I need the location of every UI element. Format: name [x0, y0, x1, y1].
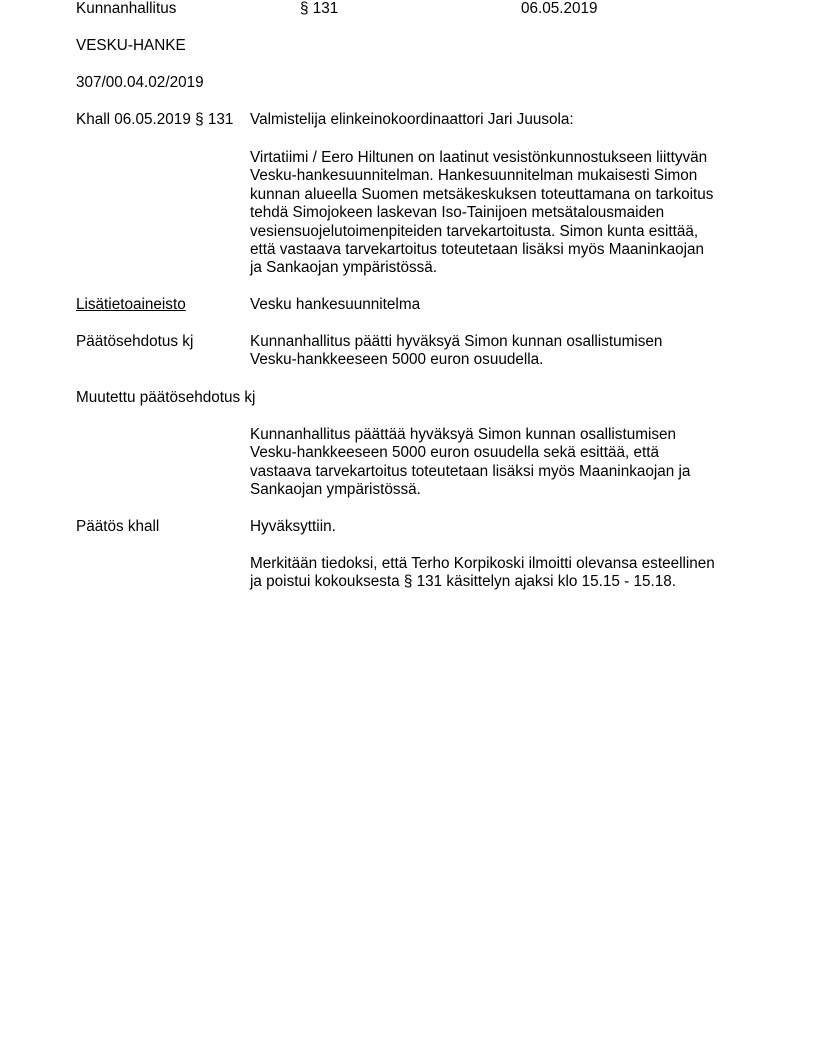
text-line: tehdä Simojokeen laskevan Iso-Tainijoen metsätalousmaiden [250, 204, 665, 222]
text-line: Vesku-hankesuunnitelman. Hankesuunnitelman mukaisesti Simon [250, 167, 698, 185]
text-line: vastaava tarvekartoitus toteutetaan lisäksi myös Maaninkaojan ja [250, 462, 691, 480]
text-line: Kunnanhallitus päätti hyväksyä Simon kunnan osallistumisen [250, 333, 663, 350]
text-line: että vastaava tarvekartoitus toteutetaan lisäksi myös Maaninkaojan [250, 241, 705, 259]
header-body: Kunnanhallitus [76, 0, 177, 17]
text-line: vesiensuojelutoimenpiteiden tarvekartoitusta. Simon kunta esittää, [250, 222, 699, 240]
record-number: 307/00.04.02/2019 [76, 74, 204, 91]
text-line: Vesku-hankkeeseen 5000 euron osuudella sekä esittää, että [250, 444, 660, 462]
preparer: Valmistelija elinkeinokoordinaattori Jari Juusola: [250, 111, 574, 128]
additional-material-value: Vesku hankesuunnitelma [250, 296, 421, 313]
text-line: Vesku-hankkeeseen 5000 euron osuudella. [250, 351, 544, 369]
additional-material-label: Lisätietoaineisto [76, 296, 186, 313]
proposal-text [250, 333, 790, 370]
decision-value: Hyväksyttiin. [250, 518, 336, 535]
decision-note [250, 555, 790, 592]
proposal-label: Päätösehdotus kj [76, 333, 194, 350]
header-date: 06.05.2019 [521, 0, 598, 17]
text-line: ja Sankaojan ympäristössä. [250, 259, 438, 277]
amended-proposal-label: Muutettu päätösehdotus kj [76, 389, 256, 406]
text-line: Kunnanhallitus päättää hyväksyä Simon kunnan osallistumisen [250, 426, 677, 443]
amended-proposal-text [250, 426, 790, 500]
text-line: Merkitään tiedoksi, että Terho Korpikoski ilmoitti olevansa esteellinen [250, 555, 715, 572]
decision-label: Päätös khall [76, 518, 160, 535]
text-line: kunnan alueella Suomen metsäkeskuksen toteuttamana on tarkoitus [250, 185, 714, 203]
text-line: Virtatiimi / Eero Hiltunen on laatinut vesistönkunnostukseen liittyvän [250, 149, 708, 166]
preparation-label: Khall 06.05.2019 § 131 [76, 111, 234, 128]
text-line: Sankaojan ympäristössä. [250, 481, 421, 499]
header-section: § 131 [300, 0, 339, 17]
preparation-text [250, 149, 790, 278]
document-title: VESKU-HANKE [76, 37, 186, 54]
text-line: ja poistui kokouksesta § 131 käsittelyn ajaksi klo 15.15 - 15.18. [250, 573, 677, 591]
